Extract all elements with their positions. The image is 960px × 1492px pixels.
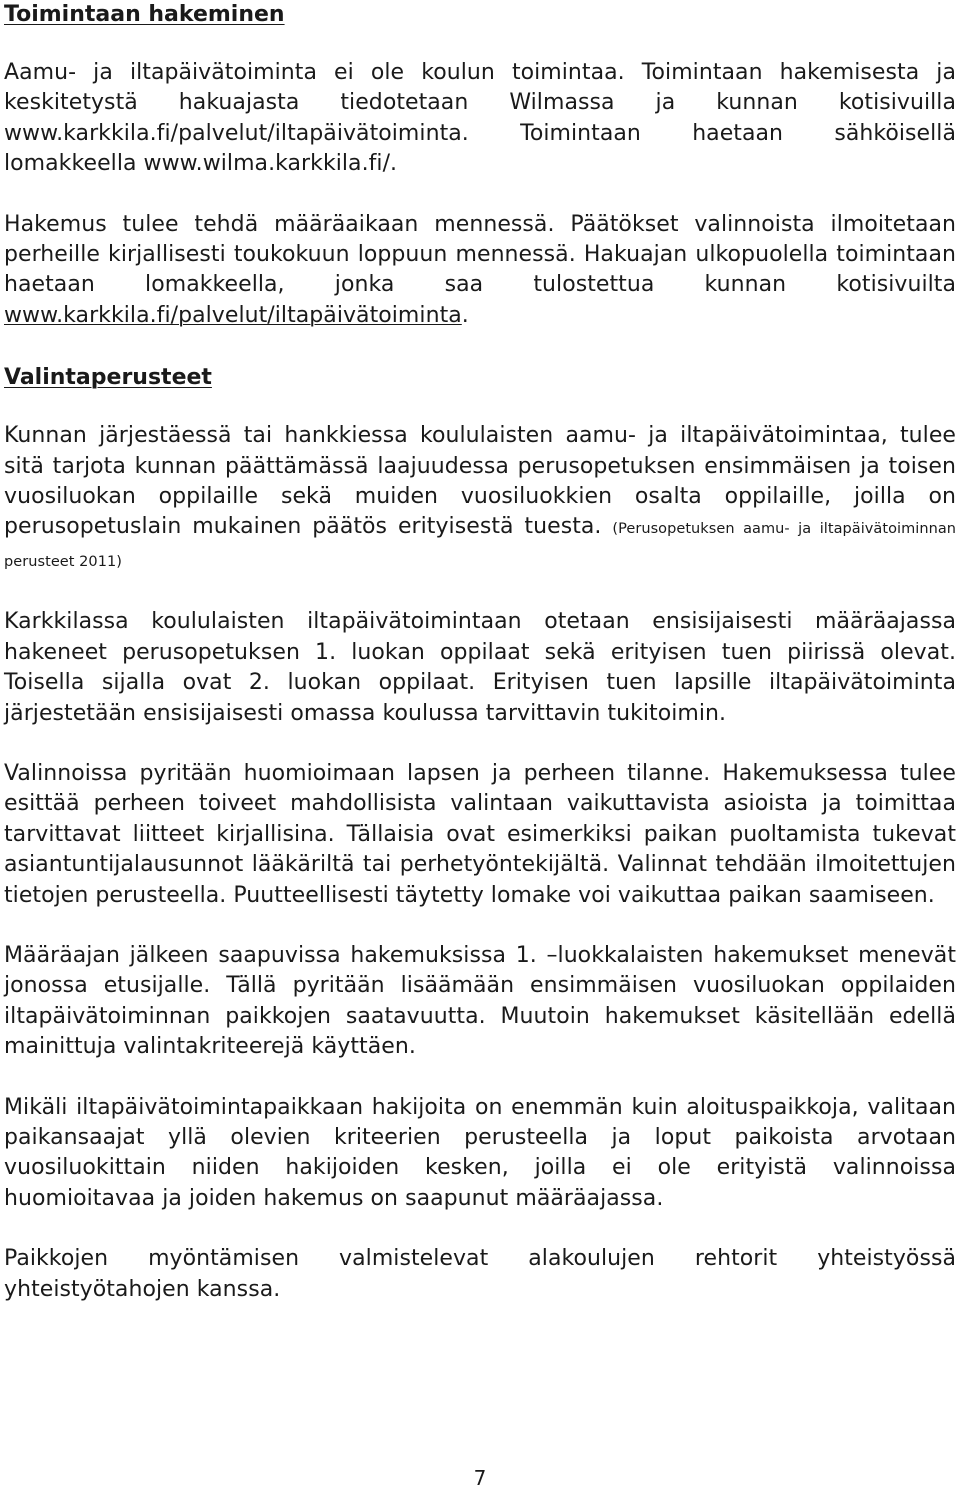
section-heading-toimintaan-hakeminen: Toimintaan hakeminen [4,2,285,27]
paragraph-lottery: Mikäli iltapäivätoimintapaikkaan hakijoita on enemmän kuin aloituspaikkoja, valitaan paikansaajat yllä olevien kriteerien perusteella ja loput paikoista arvotaan vuosiluokittain niiden hakijoiden kesken, joilla ei ole erityistä valinnoissa huomioitavaa ja joiden hakemus on saapunut määräajassa. [4,1094,956,1211]
paragraph-priority-order: Karkkilassa koululaisten iltapäivätoimintaan otetaan ensisijaisesti määräajassa hakeneet perusopetuksen 1. luokan oppilaat sekä erityisen tuen piirissä olevat. Toisella sijalla ovat 2. luokan oppilaat. Erityisen tuen lapsille iltapäivätoiminta järjestetään ensisijaisesti omassa koulussa tarvittavin tukitoimin. [4,609,956,726]
citation: (Perusopetuksen aamu- ja iltapäivätoiminnan perusteet 2011) [4,521,956,570]
document-page [4,0,956,1305]
paragraph-organising-basis [4,421,956,577]
paragraph-family-situation: Valinnoissa pyritään huomioimaan lapsen ja perheen tilanne. Hakemuksessa tulee esittää perheen toiveet mahdollisista valintaan vaikuttavista asioista ja toimittaa tarvittavat liitteet kirjallisina. Tällaisia ovat esimerkiksi paikan puoltamista tukevat asiantuntijalausunnot lääkäriltä tai perhetyöntekijältä. Valinnat tehdään ilmoitettujen tietojen perusteella. Puutteellisesti täytetty lomake voi vaikuttaa paikan saamiseen. [4,760,956,908]
paragraph-principals: Paikkojen myöntämisen valmistelevat alakoulujen rehtorit yhteistyössä yhteistyötahojen kanssa. [4,1246,956,1302]
section-heading-valintaperusteet: Valintaperusteet [4,365,212,391]
paragraph-late-applications: Määräajan jälkeen saapuvissa hakemuksissa 1. –luokkalaisten hakemukset menevät jonossa etusijalle. Tällä pyritään lisäämään ensimmäisen vuosiluokan oppilaiden iltapäivätoiminnan paikkojen saatavuutta. Muutoin hakemukset käsitellään edellä mainittuja valintakriteerejä käyttäen. [4,942,956,1060]
paragraph-application-deadline-text: Hakemus tulee tehdä määräaikaan mennessä. Päätökset valinnoista ilmoitetaan perheille kirjallisesti toukokuun loppuun mennessä. Hakuajan ulkopuolella toimintaan haetaan lomakkeella, jonka saa tulostettua kunnan kotisivuilta [4,211,956,298]
paragraph-application-deadline [4,210,956,332]
paragraph-organising-basis-text: Kunnan järjestäessä tai hankkiessa koululaisten aamu- ja iltapäivätoimintaa, tulee sitä tarjota kunnan päättämässä laajuudessa perusopetuksen ensimmäisen ja toisen vuosiluokan oppilaille sekä muiden vuosiluokkien osalta oppilaille, joilla on perusopetuslain mukainen päätös erityisestä tuesta. [4,423,956,540]
website-link[interactable]: www.karkkila.fi/palvelut/iltapäivätoiminta [4,302,462,328]
paragraph-application-intro: Aamu- ja iltapäivätoiminta ei ole koulun toimintaa. Toimintaan hakemisesta ja keskitetystä hakuajasta tiedotetaan Wilmassa ja kunnan kotisivuilla www.karkkila.fi/palvelut/iltapäivätoiminta. Toimintaan haetaan sähköisellä lomakkeella www.wilma.karkkila.fi/. [4,60,956,177]
link-trailing-period: . [461,302,469,328]
page-number: 7 [473,1466,487,1490]
